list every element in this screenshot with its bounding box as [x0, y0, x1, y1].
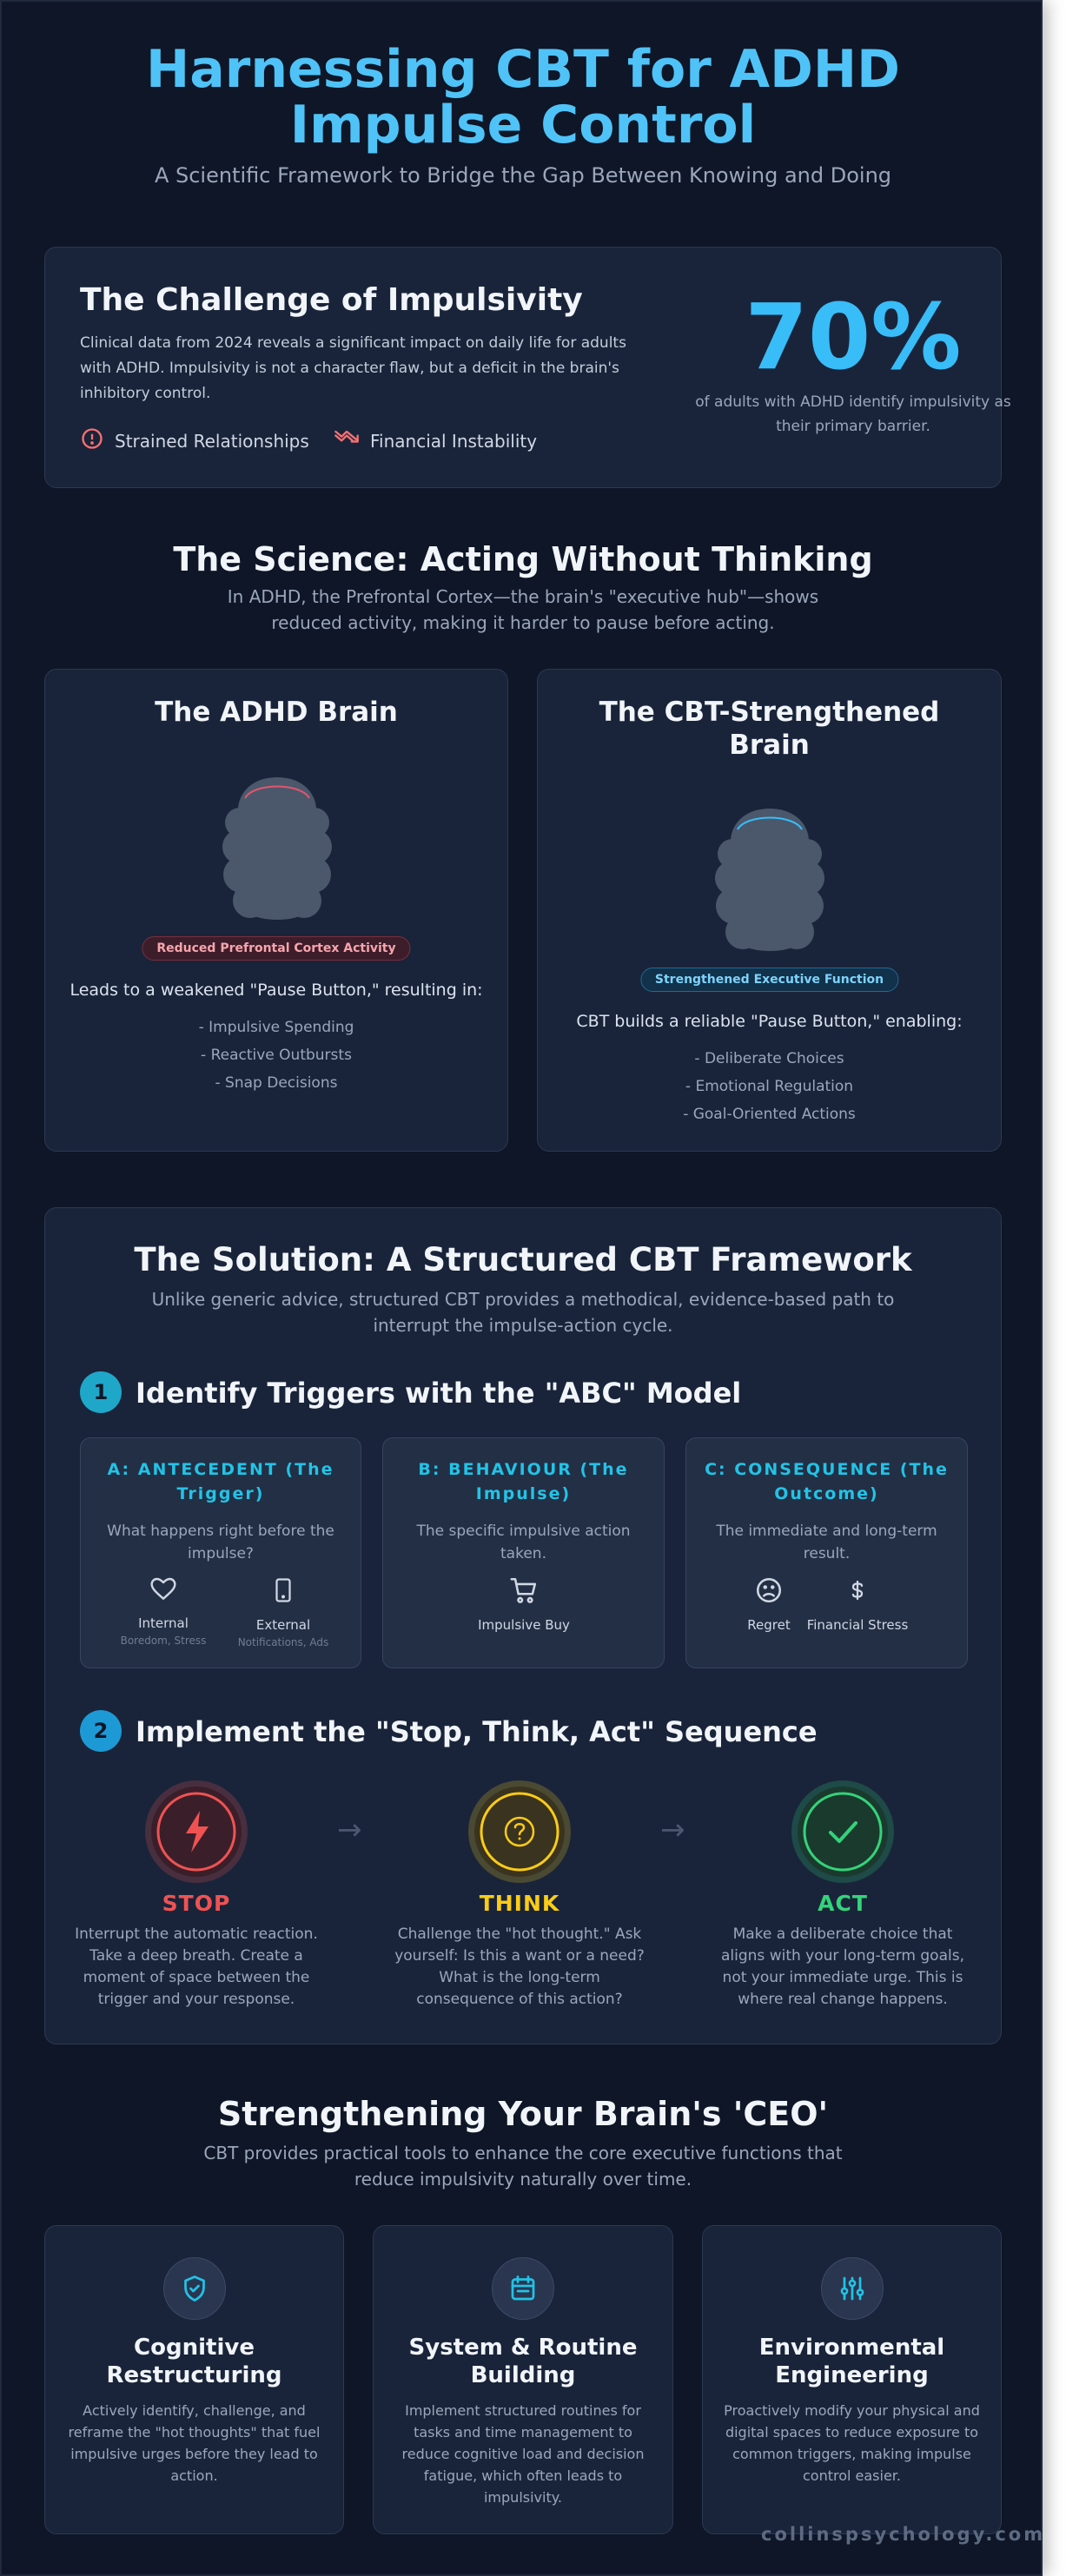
solution-text: Unlike generic advice, structured CBT provides a methodical, evidence-based path to interrupt the impulse-action cycle.: [151, 1289, 895, 1336]
think-circle: [474, 1787, 565, 1877]
adhd-brain-title: The ADHD Brain: [155, 697, 398, 728]
abc-item-internal: [98, 1575, 228, 1647]
dollar-sign-icon: [844, 1592, 871, 1608]
reduced-activity-badge: Reduced Prefrontal Cortex Activity: [142, 936, 410, 961]
ceo-title: Strengthening Your Brain's 'CEO': [217, 2095, 829, 2133]
list-item: - Goal-Oriented Actions: [683, 1106, 856, 1123]
cbt-brain-title-line-2: Brain: [729, 730, 810, 761]
solution-card: [44, 1207, 1002, 2044]
step-1-title: Identify Triggers with the "ABC" Model: [136, 1377, 742, 1410]
ceo-card-text: Actively identify, challenge, and reframe the "hot thoughts" that fuel impulsive urges before they lead to action.: [68, 2402, 321, 2484]
list-item: - Emotional Regulation: [685, 1078, 854, 1095]
abc-item-external: [218, 1575, 348, 1648]
adhd-effects-list: [45, 1014, 507, 1097]
adhd-brain-card: [44, 669, 508, 1152]
challenge-text: Clinical data from 2024 reveals a significant impact on daily life for adults with ADHD. Impulsivity is not a character flaw, but a deficit in the brain's inhibitory control.: [80, 334, 626, 402]
act-label: ACT: [818, 1891, 868, 1916]
science-title: The Science: Acting Without Thinking: [173, 540, 873, 578]
cbt-brain-card: [537, 669, 1002, 1152]
ceo-card-title: Environmental Engineering: [758, 2335, 945, 2388]
list-item: - Snap Decisions: [215, 1074, 338, 1092]
ceo-card-system-routine: [373, 2225, 673, 2534]
abc-item-impulsive-buy: [459, 1575, 589, 1633]
challenge-title: The Challenge of Impulsivity: [80, 282, 583, 318]
abc-item-sub: Notifications, Ads: [237, 1636, 329, 1648]
abc-description: What happens right before the impulse?: [107, 1522, 334, 1562]
abc-title: B: BEHAVIOUR (The Impulse): [418, 1460, 629, 1503]
arrow-icon: →: [660, 1813, 685, 1847]
page-title-line-1: Harnessing CBT for ADHD: [146, 39, 900, 100]
ceo-card-cognitive-restructuring: [44, 2225, 344, 2534]
cbt-benefits-list: [538, 1045, 1001, 1128]
think-text: Challenge the "hot thought." Ask yourself: Is this a want or a need? What is the long-term consequence of this action?: [394, 1925, 645, 2008]
shield-check-icon: [163, 2257, 226, 2320]
page-title: [2, 39, 1044, 155]
abc-item-label: Impulsive Buy: [478, 1617, 570, 1633]
step-1-number: 1: [80, 1371, 122, 1413]
abc-item-financial-stress: [792, 1575, 923, 1633]
cbt-brain-title: [538, 696, 1001, 762]
stop-circle: [151, 1787, 242, 1877]
abc-item-label: Regret: [747, 1617, 791, 1633]
list-item: - Impulsive Spending: [198, 1019, 354, 1036]
tag-label: Financial Instability: [370, 430, 538, 452]
trending-down-icon: [334, 426, 360, 455]
adhd-lead-text: Leads to a weakened "Pause Button," resulting in:: [70, 981, 483, 1000]
cbt-brain-title-line-1: The CBT-Strengthened: [599, 697, 940, 728]
abc-title: A: ANTECEDENT (The Trigger): [107, 1460, 334, 1503]
act-text: Make a deliberate choice that aligns with your long-term goals, not your immediate urge. This is where real change happens.: [721, 1925, 964, 2008]
abc-card-antecedent: [80, 1437, 361, 1668]
footer-website[interactable]: collinspsychology.com: [761, 2524, 1046, 2545]
arrow-icon: →: [337, 1813, 362, 1847]
ceo-text: CBT provides practical tools to enhance the core executive functions that reduce impulsivity naturally over time.: [203, 2143, 843, 2190]
smartphone-icon: [270, 1592, 296, 1608]
abc-item-label: Internal: [138, 1615, 189, 1631]
stat-value: 70%: [745, 284, 962, 390]
abc-description: The immediate and long-term result.: [716, 1522, 937, 1562]
alert-circle-icon: [80, 426, 104, 455]
heart-icon: [149, 1590, 178, 1607]
step-2-title: Implement the "Stop, Think, Act" Sequence: [136, 1715, 818, 1748]
challenge-card: [44, 247, 1011, 488]
tag-label: Strained Relationships: [115, 430, 309, 452]
ceo-card-text: Proactively modify your physical and digital spaces to reduce exposure to common triggers, making impulse control easier.: [724, 2402, 980, 2484]
solution-title: The Solution: A Structured CBT Framework: [134, 1241, 912, 1278]
list-item: - Deliberate Choices: [694, 1050, 844, 1067]
abc-item-label: Financial Stress: [806, 1617, 909, 1633]
tag-financial-instability: [334, 426, 537, 455]
stat-description: of adults with ADHD identify impulsivity as their primary barrier.: [695, 393, 1011, 435]
stop-label: STOP: [162, 1891, 231, 1916]
ceo-card-environmental-engineering: [702, 2225, 1002, 2534]
ceo-card-title: System & Routine Building: [408, 2335, 638, 2388]
ceo-card-title: Cognitive Restructuring: [106, 2335, 282, 2388]
question-circle-icon: [476, 1788, 563, 1875]
science-text: In ADHD, the Prefrontal Cortex—the brain's "executive hub"—shows reduced activity, making it harder to pause before acting.: [227, 586, 819, 633]
abc-item-sub: Boredom, Stress: [120, 1635, 207, 1647]
act-circle: [798, 1787, 888, 1877]
page-title-line-2: Impulse Control: [289, 95, 757, 155]
ceo-card-text: Implement structured routines for tasks and time management to reduce cognitive load and decision fatigue, which often leads to impulsivity.: [401, 2402, 645, 2506]
step-2-number: 2: [80, 1710, 122, 1752]
shopping-cart-icon: [508, 1592, 540, 1608]
abc-description: The specific impulsive action taken.: [416, 1522, 631, 1562]
frown-icon: [754, 1592, 784, 1608]
abc-card-consequence: [685, 1437, 968, 1668]
calendar-icon: [492, 2257, 554, 2320]
cbt-lead-text: CBT builds a reliable "Pause Button," enabling:: [576, 1012, 963, 1031]
tag-strained-relationships: [80, 426, 309, 455]
stop-text: Interrupt the automatic reaction. Take a deep breath. Create a moment of space between the trigger and your response.: [75, 1925, 318, 2008]
strengthened-function-badge: Strengthened Executive Function: [640, 968, 898, 992]
page-subtitle: A Scientific Framework to Bridge the Gap Between Knowing and Doing: [154, 163, 892, 188]
list-item: - Reactive Outbursts: [201, 1047, 352, 1064]
brain-icon: [712, 803, 828, 960]
abc-title: C: CONSEQUENCE (The Outcome): [705, 1460, 949, 1503]
lightning-icon: [153, 1788, 240, 1875]
check-icon: [799, 1788, 886, 1875]
think-label: THINK: [479, 1891, 560, 1916]
abc-item-label: External: [255, 1617, 311, 1633]
brain-icon: [219, 772, 335, 928]
abc-card-behaviour: [382, 1437, 665, 1668]
sliders-icon: [821, 2257, 884, 2320]
